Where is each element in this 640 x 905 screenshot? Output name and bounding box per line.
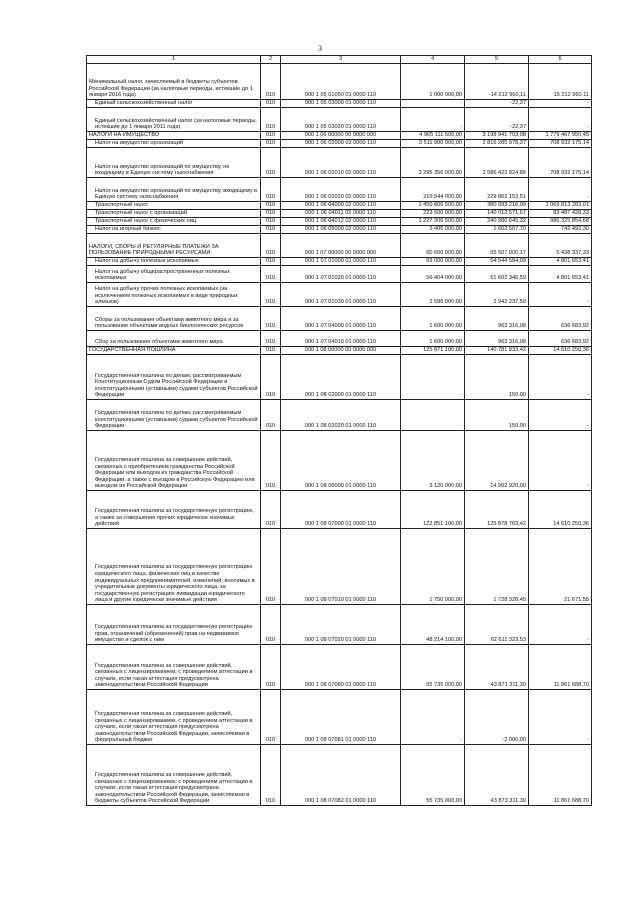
row-code: 010: [261, 491, 281, 529]
row-approved-amount: 2 405 000,00: [401, 226, 465, 234]
row-approved-amount: 125 871 100,00: [401, 347, 465, 355]
table-row: [87, 140, 592, 148]
row-unexecuted-amount: 708 932 175,14: [529, 140, 592, 148]
row-budget-classification-code: 000 1 06 04011 02 0000 110: [281, 210, 401, 218]
row-unexecuted-amount: 4 801 653,41: [529, 266, 592, 283]
row-executed-amount: 55 507 000,17: [465, 234, 529, 258]
row-approved-amount: 3 120 000,00: [401, 431, 465, 491]
row-unexecuted-amount: 15 212 960,11: [529, 64, 592, 100]
row-name: Налог на добычу прочих полезных ископаемых (за исключением полезных ископаемых в виде природных алмазов): [87, 283, 261, 307]
row-approved-amount: 56 404 000,00: [401, 266, 465, 283]
row-name: Государственная пошлина за государственную регистрацию прав, ограничений (обременений) прав на недвижимое имущество и сделок с ним: [87, 605, 261, 645]
row-executed-amount: 3 198 941 703,08: [465, 132, 529, 140]
row-executed-amount: 125 878 763,42: [465, 491, 529, 529]
row-approved-amount: -: [401, 100, 465, 108]
row-approved-amount: 60 600 000,00: [401, 234, 465, 258]
table-row: [87, 645, 592, 690]
row-unexecuted-amount: 11 861 688,70: [529, 645, 592, 690]
row-code: 010: [261, 210, 281, 218]
column-number: 3: [281, 56, 401, 64]
column-number: 1: [87, 56, 261, 64]
table-row: [87, 266, 592, 283]
row-approved-amount: 3 511 900 000,00: [401, 140, 465, 148]
row-unexecuted-amount: -: [529, 690, 592, 745]
row-budget-classification-code: 000 1 06 04012 02 0000 110: [281, 218, 401, 226]
column-number: 4: [401, 56, 465, 64]
row-name: Налог на имущество организаций по имуществу, не входящему в Единую систему газоснабжения: [87, 148, 261, 178]
row-approved-amount: 1 227 306 500,00: [401, 218, 465, 226]
table-row: [87, 64, 592, 100]
row-budget-classification-code: 000 1 06 00000 00 0000 000: [281, 132, 401, 140]
row-code: 010: [261, 64, 281, 100]
row-code: 010: [261, 148, 281, 178]
row-name: НАЛОГИ, СБОРЫ И РЕГУЛЯРНЫЕ ПЛАТЕЖИ ЗА ПОЛЬЗОВАНИЕ ПРИРОДНЫМИ РЕСУРСАМИ: [87, 234, 261, 258]
row-code: 010: [261, 202, 281, 210]
row-approved-amount: 1 600 000,00: [401, 307, 465, 331]
row-unexecuted-amount: 11 861 688,70: [529, 745, 592, 806]
row-executed-amount: 1 662 507,70: [465, 226, 529, 234]
row-approved-amount: 1 750 000,00: [401, 529, 465, 605]
row-executed-amount: 54 544 584,09: [465, 258, 529, 266]
row-budget-classification-code: 000 1 07 00000 00 0000 000: [281, 234, 401, 258]
row-code: 010: [261, 100, 281, 108]
row-name: Налог на имущество организаций: [87, 140, 261, 148]
row-unexecuted-amount: 708 932 175,14: [529, 148, 592, 178]
row-budget-classification-code: 000 1 05 03020 01 0000 110: [281, 108, 401, 132]
table-row: [87, 347, 592, 355]
table-row: [87, 258, 592, 266]
row-code: 010: [261, 140, 281, 148]
row-code: 010: [261, 266, 281, 283]
row-code: 010: [261, 431, 281, 491]
row-unexecuted-amount: 986 325 854,68: [529, 218, 592, 226]
row-code: 010: [261, 283, 281, 307]
row-unexecuted-amount: -: [529, 431, 592, 491]
row-unexecuted-amount: -: [529, 355, 592, 400]
row-executed-amount: 43 871 311,30: [465, 645, 529, 690]
row-approved-amount: -: [401, 690, 465, 745]
row-approved-amount: 216 544 000,00: [401, 178, 465, 202]
row-budget-classification-code: 000 1 07 04000 01 0000 110: [281, 307, 401, 331]
row-approved-amount: 59 000 000,00: [401, 258, 465, 266]
row-approved-amount: 2 596 000,00: [401, 283, 465, 307]
row-executed-amount: 14 902 920,00: [465, 431, 529, 491]
row-name: Государственная пошлина за совершение действий, связанных с лицензированием, с проведением аттестации в случаях, если такая аттестация предусмотрена законодательством Российской Федерации, зачисляемая в федеральный бюджет: [87, 690, 261, 745]
row-budget-classification-code: 000 1 08 02000 01 0000 110: [281, 355, 401, 400]
row-approved-amount: 122 851 100,00: [401, 491, 465, 529]
table-row: [87, 100, 592, 108]
row-budget-classification-code: 000 1 08 07000 01 0000 110: [281, 491, 401, 529]
row-unexecuted-amount: 83 487 428,33: [529, 210, 592, 218]
row-budget-classification-code: 000 1 07 01020 01 0000 110: [281, 266, 401, 283]
row-name: Единый сельскохозяйственный налог: [87, 100, 261, 108]
row-unexecuted-amount: -: [529, 283, 592, 307]
row-executed-amount: 2 586 423 824,86: [465, 148, 529, 178]
row-approved-amount: 4 965 111 500,00: [401, 132, 465, 140]
row-budget-classification-code: 000 1 06 05000 02 0000 110: [281, 226, 401, 234]
row-approved-amount: 48 214 100,00: [401, 605, 465, 645]
row-code: 010: [261, 132, 281, 140]
row-executed-amount: 43 873 311,30: [465, 745, 529, 806]
row-budget-classification-code: 000 1 07 01030 01 0000 110: [281, 283, 401, 307]
row-name: Государственная пошлина по делам, рассматриваемым конституционными (уставными) судами субъектов Российской Федерации: [87, 400, 261, 431]
row-executed-amount: 963 316,08: [465, 307, 529, 331]
row-code: 010: [261, 331, 281, 347]
row-unexecuted-amount: 1 069 813 283,01: [529, 202, 592, 210]
row-executed-amount: 380 993 216,99: [465, 202, 529, 210]
row-code: 010: [261, 108, 281, 132]
table-row: [87, 148, 592, 178]
row-name: Налог на добычу полезных ископаемых: [87, 258, 261, 266]
row-approved-amount: 55 735 000,00: [401, 645, 465, 690]
row-approved-amount: 55 735 000,00: [401, 745, 465, 806]
table-row: [87, 234, 592, 258]
row-name: ГОСУДАРСТВЕННАЯ ПОШЛИНА: [87, 347, 261, 355]
table-row: [87, 218, 592, 226]
row-approved-amount: 1 000 000,00: [401, 64, 465, 100]
table-row: [87, 202, 592, 210]
row-name: Сбор за пользование объектами животного мира: [87, 331, 261, 347]
row-code: 010: [261, 745, 281, 806]
page-number: 3: [318, 44, 322, 53]
table-row: [87, 132, 592, 140]
row-approved-amount: 3 295 356 000,00: [401, 148, 465, 178]
row-unexecuted-amount: 14 610 250,36: [529, 491, 592, 529]
row-name: Сборы за пользование объектами животного мира и за пользование объектами водных биологических ресурсов: [87, 307, 261, 331]
row-budget-classification-code: 000 1 08 07082 01 0000 110: [281, 745, 401, 806]
budget-execution-table: [86, 55, 592, 806]
row-executed-amount: 2 816 285 978,37: [465, 140, 529, 148]
row-unexecuted-amount: -: [529, 108, 592, 132]
column-number-row: [87, 56, 592, 64]
table-row: [87, 529, 592, 605]
row-budget-classification-code: 000 1 08 07081 01 0000 110: [281, 690, 401, 745]
row-unexecuted-amount: 636 683,92: [529, 331, 592, 347]
row-code: 010: [261, 218, 281, 226]
row-name: Государственная пошлина по делам, рассматриваемым Конституционным Судом Российской Федерации и конституционными (уставными) судами субъектов Российской Федерации: [87, 355, 261, 400]
row-approved-amount: -: [401, 400, 465, 431]
row-budget-classification-code: 000 1 07 04010 01 0000 110: [281, 331, 401, 347]
row-code: 010: [261, 355, 281, 400]
row-executed-amount: 963 316,08: [465, 331, 529, 347]
table-row: [87, 178, 592, 202]
row-unexecuted-amount: 14 610 250,36: [529, 347, 592, 355]
row-executed-amount: 62 611 323,53: [465, 605, 529, 645]
row-code: 010: [261, 690, 281, 745]
row-executed-amount: -22,37: [465, 108, 529, 132]
row-name: Транспортный налог: [87, 202, 261, 210]
row-code: 010: [261, 226, 281, 234]
row-name: Единый сельскохозяйственный налог (за налоговые периоды, истекшие до 1 января 2011 года): [87, 108, 261, 132]
row-approved-amount: 223 500 000,00: [401, 210, 465, 218]
table-row: [87, 108, 592, 132]
row-budget-classification-code: 000 1 07 01000 01 0000 110: [281, 258, 401, 266]
column-number: 6: [529, 56, 592, 64]
row-name: Государственная пошлина за совершение действий, связанных с лицензированием, с проведением аттестации в случаях, если такая аттестация предусмотрена законодательством Российской Федерации, зачисляемая в бюджеты субъектов Российской Федерации: [87, 745, 261, 806]
row-budget-classification-code: 000 1 06 02020 02 0000 110: [281, 178, 401, 202]
table-row: [87, 400, 592, 431]
row-budget-classification-code: 000 1 08 02020 01 0000 110: [281, 400, 401, 431]
table-row: [87, 431, 592, 491]
row-executed-amount: 150,00: [465, 400, 529, 431]
row-code: 010: [261, 605, 281, 645]
table-row: [87, 331, 592, 347]
row-name: Государственная пошлина за совершение действий, связанных с лицензированием, с проведением аттестации в случаях, если такая аттестация предусмотрена законодательством Российской Федерации: [87, 645, 261, 690]
row-code: 010: [261, 400, 281, 431]
row-budget-classification-code: 000 1 05 03000 01 0000 110: [281, 100, 401, 108]
row-executed-amount: 51 602 346,59: [465, 266, 529, 283]
row-unexecuted-amount: -: [529, 605, 592, 645]
column-number: 2: [261, 56, 281, 64]
row-executed-amount: 140 781 833,42: [465, 347, 529, 355]
row-unexecuted-amount: -: [529, 178, 592, 202]
row-executed-amount: 2 942 237,50: [465, 283, 529, 307]
row-budget-classification-code: 000 1 05 01050 01 0000 110: [281, 64, 401, 100]
row-name: Государственная пошлина за государственную регистрацию юридического лица, физических лиц в качестве индивидуальных предпринимателей, изменений, вносимых в учредительные документы юридического лица, за государственную регистрацию ликвидации юридического лица и другие юридически значимые действия: [87, 529, 261, 605]
row-name: Государственная пошлина за государственную регистрацию, а также за совершение прочих юридически значимых действий: [87, 491, 261, 529]
row-budget-classification-code: 000 1 08 07010 01 0000 110: [281, 529, 401, 605]
row-budget-classification-code: 000 1 06 02010 02 0000 110: [281, 148, 401, 178]
row-code: 010: [261, 178, 281, 202]
row-code: 010: [261, 529, 281, 605]
row-unexecuted-amount: 1 779 467 950,45: [529, 132, 592, 140]
row-budget-classification-code: 000 1 08 06000 01 0000 110: [281, 431, 401, 491]
row-executed-amount: 150,00: [465, 355, 529, 400]
table-row: [87, 605, 592, 645]
table-row: [87, 226, 592, 234]
row-unexecuted-amount: 4 801 653,41: [529, 258, 592, 266]
row-approved-amount: -: [401, 108, 465, 132]
row-executed-amount: 229 862 153,51: [465, 178, 529, 202]
row-name: Налог на игорный бизнес: [87, 226, 261, 234]
row-budget-classification-code: 000 1 08 00000 00 0000 000: [281, 347, 401, 355]
row-code: 010: [261, 307, 281, 331]
row-executed-amount: -14 212 960,11: [465, 64, 529, 100]
row-name: Налог на добычу общераспространенных полезных ископаемых: [87, 266, 261, 283]
row-executed-amount: 240 980 645,32: [465, 218, 529, 226]
row-executed-amount: -22,37: [465, 100, 529, 108]
row-approved-amount: 1 450 806 500,00: [401, 202, 465, 210]
table-row: [87, 210, 592, 218]
row-name: Налог на имущество организаций по имуществу, входящему в Единую систему газоснабжения: [87, 178, 261, 202]
table-row: [87, 491, 592, 529]
row-name: Минимальный налог, зачисляемый в бюджеты субъектов Российской Федерации (за налоговые периоды, истекшие до 1 января 2016 года): [87, 64, 261, 100]
row-approved-amount: 1 600 000,00: [401, 331, 465, 347]
row-name: Государственная пошлина за совершение действий, связанных с приобретением гражданства Российской Федерации или выходом из гражданства Российской Федерации, а также с въездом в Российскую Федерацию или выездом из Российской Федерации: [87, 431, 261, 491]
row-name: Транспортный налог с физических лиц: [87, 218, 261, 226]
table-row: [87, 355, 592, 400]
row-executed-amount: 140 012 571,67: [465, 210, 529, 218]
row-budget-classification-code: 000 1 08 07020 01 0000 110: [281, 605, 401, 645]
row-budget-classification-code: 000 1 08 07080 01 0000 110: [281, 645, 401, 690]
row-unexecuted-amount: 636 683,92: [529, 307, 592, 331]
row-unexecuted-amount: 742 492,30: [529, 226, 592, 234]
row-unexecuted-amount: 5 438 337,33: [529, 234, 592, 258]
column-number: 5: [465, 56, 529, 64]
table-row: [87, 690, 592, 745]
row-code: 010: [261, 645, 281, 690]
table-row: [87, 283, 592, 307]
row-code: 010: [261, 258, 281, 266]
row-code: 010: [261, 234, 281, 258]
row-unexecuted-amount: 21 671,55: [529, 529, 592, 605]
table-row: [87, 745, 592, 806]
row-name: Транспортный налог с организаций: [87, 210, 261, 218]
row-executed-amount: -2 000,00: [465, 690, 529, 745]
row-name: НАЛОГИ НА ИМУЩЕСТВО: [87, 132, 261, 140]
row-approved-amount: -: [401, 355, 465, 400]
row-budget-classification-code: 000 1 06 04000 02 0000 110: [281, 202, 401, 210]
table-row: [87, 307, 592, 331]
row-budget-classification-code: 000 1 06 02000 02 0000 110: [281, 140, 401, 148]
row-code: 010: [261, 347, 281, 355]
row-unexecuted-amount: -: [529, 400, 592, 431]
row-unexecuted-amount: -: [529, 100, 592, 108]
row-executed-amount: 1 728 328,45: [465, 529, 529, 605]
